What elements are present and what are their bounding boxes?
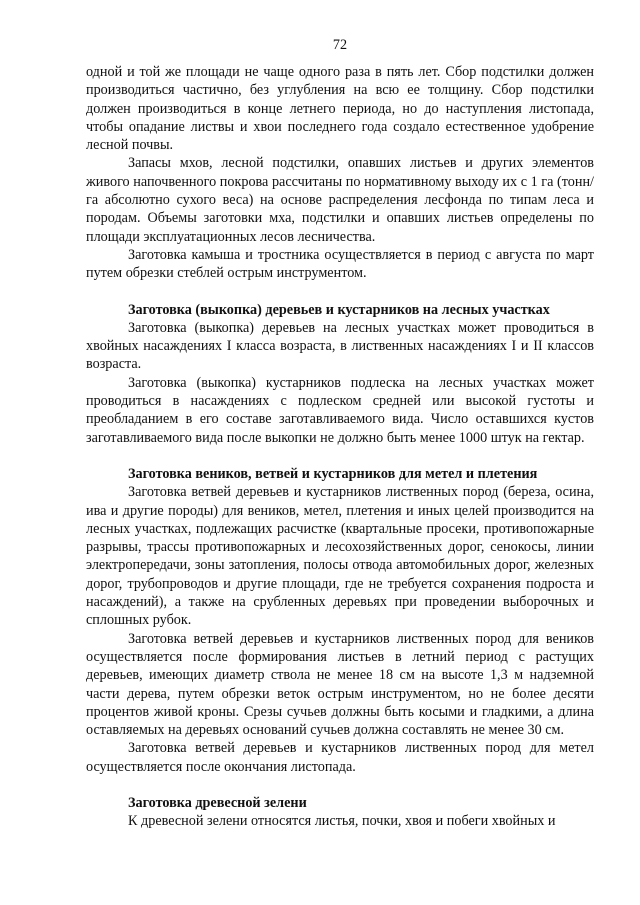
section-heading-digging: Заготовка (выкопка) деревьев и кустарников на лесных участках — [128, 301, 550, 318]
paragraph-digging-trees: Заготовка (выкопка) деревьев на лесных участках может проводиться в хвойных насаждениях I класса возраста, в лиственных насаждениях I и II классов возраста. — [86, 319, 594, 373]
document-page — [86, 36, 594, 831]
paragraph-brooms-3: Заготовка ветвей деревьев и кустарников лиственных пород для метел осуществляется после окончания листопада. — [86, 740, 594, 775]
paragraph-greenery-1: К древесной зелени относятся листья, почки, хвоя и побеги хвойных и — [128, 813, 556, 830]
paragraph-intro-2: Запасы мхов, лесной подстилки, опавших листьев и других элементов живого напочвенного покрова рассчитаны по нормативному выходу их с 1 га (тонн/га абсолютно сухого веса) на основе распределения лесфонда по типам леса и породам. Объемы заготовки мха, подстилки и опавших листьев определены по площади эксплуатационных лесов лесничества. — [86, 155, 594, 245]
page-number: 72 — [332, 37, 348, 53]
paragraph-intro-1: одной и той же площади не чаще одного раза в пять лет. Сбор подстилки должен производиться частично, без углубления на всю ее толщину. Сбор подстилки должен производиться в конце летнего периода, но до наступления листопада, чтобы опадание листвы и хвои последнего года создало естественное удобрение лесной почвы. — [86, 64, 594, 154]
paragraph-brooms-2: Заготовка ветвей деревьев и кустарников лиственных пород для веников осуществляется после формирования листьев в летний период с растущих деревьев, имеющих диаметр ствола не менее 18 см на высоте 1,3 м надземной части дерева, путем обрезки веток острым инструментом, но не более десяти процентов живой кроны. Срезы сучьев должны быть косыми и гладкими, а длина оставляемых на деревьях оснований сучьев должна составлять не менее 30 см. — [86, 630, 594, 739]
paragraph-intro-3: Заготовка камыша и тростника осуществляется в период с августа по март путем обрезки стеблей острым инструментом. — [86, 246, 594, 282]
section-heading-brooms: Заготовка веников, ветвей и кустарников для метел и плетения — [128, 465, 538, 482]
section-spacer — [86, 283, 594, 301]
paragraph-brooms-1: Заготовка ветвей деревьев и кустарников лиственных пород (береза, осина, ива и другие породы) для веников, метел, плетения и иных целей производится на лесных участках, подлежащих расчистке (квартальные просеки, противопожарные разрывы, трассы противопожарных и лесохозяйственных дорог, сенокосы, линии электропередачи, зоны затопления, полосы отвода автомобильных дорог, железных дорог, трубопроводов и другие площади, где не требуется сохранения подроста и насаждений), а также на срубленных деревьях при проведении выборочных и сплошных рубок. — [86, 484, 594, 629]
section-spacer — [86, 447, 594, 465]
section-spacer — [86, 776, 594, 794]
paragraph-digging-shrubs: Заготовка (выкопка) кустарников подлеска на лесных участках может проводиться в насаждениях с подлеском средней или высокой густоты и преобладанием в его составе заготавливаемого вида. Число оставшихся кустов заготавливаемого вида после выкопки не должно быть менее 1000 штук на гектар. — [86, 374, 594, 446]
section-heading-greenery: Заготовка древесной зелени — [128, 794, 307, 811]
